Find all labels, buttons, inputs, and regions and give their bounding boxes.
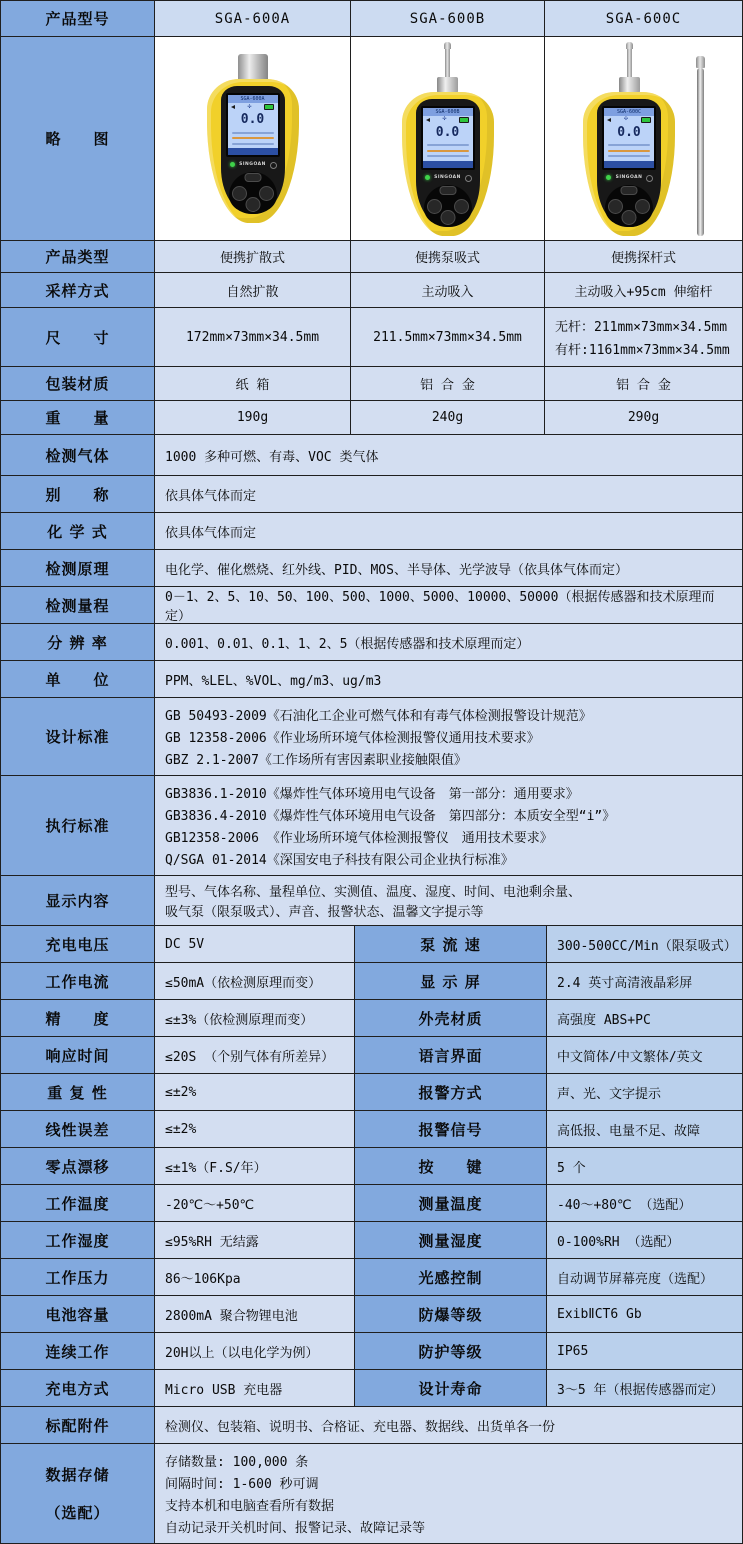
row-label: 检测气体 (1, 435, 155, 475)
row-value: 依具体气体而定 (155, 513, 742, 549)
row-value: 自然扩散 (155, 273, 351, 307)
button-cluster (605, 185, 653, 227)
row-value: 高低报、电量不足、故障 (547, 1111, 742, 1147)
table-row (1, 1370, 742, 1407)
device-image-b (351, 37, 545, 240)
row-value: 铝 合 金 (545, 367, 742, 400)
row-value: -40～+80℃ （选配） (547, 1185, 742, 1221)
row-label: 外壳材质 (355, 1000, 547, 1036)
probe-tip-icon (444, 42, 451, 49)
model-name-b: SGA-600B (351, 1, 545, 36)
row-value (545, 308, 742, 366)
row-label: 工作电流 (1, 963, 155, 999)
power-icon (646, 175, 653, 182)
right-button-icon (454, 199, 469, 214)
power-icon (465, 175, 472, 182)
row-value: 高强度 ABS+PC (547, 1000, 742, 1036)
table-row (1, 876, 742, 926)
led-indicator (606, 175, 611, 180)
sensor-collar-icon (437, 77, 458, 93)
enter-button-icon (440, 210, 455, 225)
screen-reading: 0.0 (240, 112, 265, 127)
row-value: ≤±2% (155, 1074, 355, 1110)
standard-line: GB3836.4-2010《爆炸性气体环境用电气设备 第四部分：本质安全型“i”》 (165, 809, 616, 824)
device-shell (402, 92, 494, 236)
standard-line: GB 12358-2006《作业场所环境气体检测报警仪通用技术要求》 (165, 731, 540, 746)
row-label: 响应时间 (1, 1037, 155, 1073)
screen-status-icons (423, 116, 473, 124)
screen-date-bar (604, 161, 654, 168)
row-label-line: （选配） (45, 1503, 110, 1522)
row-label: 充电方式 (1, 1370, 155, 1406)
screen-info-lines (228, 128, 278, 148)
row-label: 电池容量 (1, 1296, 155, 1332)
menu-button-icon (439, 186, 456, 195)
sketch-row (1, 37, 742, 241)
table-row (1, 1333, 742, 1370)
row-label: 产品类型 (1, 241, 155, 272)
screen-date-bar (423, 161, 473, 168)
table-row (1, 1148, 742, 1185)
battery-icon (459, 117, 469, 123)
storage-line: 自动记录开关机时间、报警记录、故障记录等 (165, 1521, 426, 1536)
row-value: 0－1、2、5、10、50、100、500、1000、5000、10000、50000（根据传感器和技术原理而定） (155, 587, 742, 623)
row-value: 声、光、文字提示 (547, 1074, 742, 1110)
row-label: 检测原理 (1, 550, 155, 586)
row-value: 190g (155, 401, 351, 434)
row-label: 设计标准 (1, 698, 155, 775)
button-cluster (229, 172, 277, 214)
led-indicator (230, 162, 235, 167)
row-value (155, 698, 742, 775)
device-face (221, 86, 285, 214)
table-row (1, 698, 742, 776)
device-illustration-probe-rod (583, 42, 675, 236)
row-label: 测量温度 (355, 1185, 547, 1221)
row-value: 依具体气体而定 (155, 476, 742, 512)
table-row (1, 367, 742, 401)
standard-line: GB12358-2006 《作业场所环境气体检测报警仪 通用技术要求》 (165, 831, 553, 846)
row-label: 重 复 性 (1, 1074, 155, 1110)
row-label: 执行标准 (1, 776, 155, 875)
row-value (155, 1444, 742, 1543)
display-content-line: 吸气泵（限泵吸式）、声音、报警状态、温馨文字提示等 (165, 905, 484, 920)
enter-button-icon (245, 197, 260, 212)
row-label: 光感控制 (355, 1259, 547, 1295)
storage-line: 支持本机和电脑查看所有数据 (165, 1499, 335, 1514)
row-label: 工作压力 (1, 1259, 155, 1295)
left-button-icon (232, 186, 247, 201)
brand-text: SINGOAN (434, 174, 461, 180)
speaker-icon (607, 118, 611, 122)
row-value: Micro USB 充电器 (155, 1370, 355, 1406)
table-row (1, 273, 742, 308)
model-name-a: SGA-600A (155, 1, 351, 36)
row-value: IP65 (547, 1333, 742, 1369)
row-value: 0-100%RH （选配） (547, 1222, 742, 1258)
table-row (1, 1407, 742, 1444)
row-value: ≤95%RH 无结露 (155, 1222, 355, 1258)
table-row (1, 476, 742, 513)
table-row (1, 308, 742, 367)
speaker-icon (231, 105, 235, 109)
screen-reading: 0.0 (617, 124, 641, 140)
table-row (1, 926, 742, 963)
row-label: 重 量 (1, 401, 155, 434)
row-label: 语言界面 (355, 1037, 547, 1073)
table-row (1, 1296, 742, 1333)
row-value: 便携泵吸式 (351, 241, 545, 272)
table-row (1, 241, 742, 273)
device-image-c (545, 37, 742, 240)
screen-status-icons (604, 116, 654, 124)
brand-text: SINGOAN (239, 162, 266, 167)
row-value: 主动吸入 (351, 273, 545, 307)
row-value: 240g (351, 401, 545, 434)
row-value (155, 876, 742, 925)
row-label: 零点漂移 (1, 1148, 155, 1184)
screen-info-line (608, 150, 650, 152)
row-label-line: 数据存储 (45, 1466, 110, 1485)
row-label: 工作温度 (1, 1185, 155, 1221)
device-mid-strip (416, 172, 480, 184)
row-value: 电化学、催化燃烧、红外线、PID、MOS、半导体、光学波导（依具体气体而定） (155, 550, 742, 586)
table-row (1, 1111, 742, 1148)
table-row (1, 1000, 742, 1037)
row-value: 便携扩散式 (155, 241, 351, 272)
row-label: 防护等级 (355, 1333, 547, 1369)
telescopic-rod-icon (697, 68, 704, 236)
row-label: 检测量程 (1, 587, 155, 623)
device-illustration-diffusion (207, 54, 299, 223)
probe-icon (627, 49, 632, 77)
row-label: 显示内容 (1, 876, 155, 925)
screen-status-icons (228, 103, 278, 111)
row-value: -20℃～+50℃ (155, 1185, 355, 1221)
table-row (1, 1074, 742, 1111)
screen-info-lines (604, 141, 654, 161)
device-screen (602, 106, 656, 170)
storage-line: 存储数量: 100,000 条 (165, 1455, 309, 1470)
row-value: PPM、%LEL、%VOL、mg/m3、ug/m3 (155, 661, 742, 697)
device-shell (207, 79, 299, 223)
row-label: 尺 寸 (1, 308, 155, 366)
left-button-icon (427, 199, 442, 214)
screen-info-line (232, 143, 274, 145)
led-indicator (425, 175, 430, 180)
row-value: ≤±2% (155, 1111, 355, 1147)
row-label: 防爆等级 (355, 1296, 547, 1332)
row-label: 工作湿度 (1, 1222, 155, 1258)
table-row (1, 624, 742, 661)
screen-model-text: SGA-600C (604, 108, 654, 116)
row-value: 290g (545, 401, 742, 434)
right-button-icon (259, 186, 274, 201)
button-cluster (424, 185, 472, 227)
table-row (1, 776, 742, 876)
row-label: 化 学 式 (1, 513, 155, 549)
row-value: DC 5V (155, 926, 355, 962)
screen-model-text: SGA-600A (228, 95, 278, 103)
row-value: 检测仪、包装箱、说明书、合格证、充电器、数据线、出货单各一份 (155, 1407, 742, 1443)
row-value: 300-500CC/Min（限泵吸式） (547, 926, 742, 962)
device-mid-strip (221, 159, 285, 171)
row-label: 标配附件 (1, 1407, 155, 1443)
row-value: 172mm×73mm×34.5mm (155, 308, 351, 366)
row-value: ≤20S （个别气体有所差异） (155, 1037, 355, 1073)
screen-info-line (232, 137, 274, 139)
row-value: ExibⅡCT6 Gb (547, 1296, 742, 1332)
model-name-c: SGA-600C (545, 1, 742, 36)
table-row (1, 963, 742, 1000)
right-button-icon (635, 199, 650, 214)
display-content-line: 型号、气体名称、量程单位、实测值、温度、湿度、时间、电池剩余量、 (165, 885, 582, 900)
row-value: 铝 合 金 (351, 367, 545, 400)
table-row (1, 1259, 742, 1296)
row-value: 主动吸入+95cm 伸缩杆 (545, 273, 742, 307)
menu-button-icon (621, 186, 638, 195)
fan-icon: ✣ (442, 116, 447, 122)
row-label: 测量湿度 (355, 1222, 547, 1258)
storage-line: 间隔时间: 1-600 秒可调 (165, 1477, 319, 1492)
row-label: 分 辨 率 (1, 624, 155, 660)
device-shell (583, 92, 675, 236)
row-label: 设计寿命 (355, 1370, 547, 1406)
row-value: 211.5mm×73mm×34.5mm (351, 308, 545, 366)
dimension-line: 有杆:1161mm×73mm×34.5mm (555, 343, 730, 358)
row-label: 按 键 (355, 1148, 547, 1184)
brand-text: SINGOAN (615, 174, 643, 180)
row-value: 中文简体/中文繁体/英文 (547, 1037, 742, 1073)
battery-icon (264, 104, 274, 110)
screen-info-lines (423, 141, 473, 161)
device-illustration-pump (402, 42, 494, 236)
battery-icon (641, 117, 651, 123)
menu-button-icon (244, 173, 261, 182)
table-row (1, 401, 742, 435)
row-label: 充电电压 (1, 926, 155, 962)
row-label: 报警信号 (355, 1111, 547, 1147)
sensor-cap-icon (238, 54, 268, 80)
device-screen (226, 93, 280, 157)
device-face (416, 99, 480, 227)
row-value: 5 个 (547, 1148, 742, 1184)
row-value (155, 776, 742, 875)
row-label: 报警方式 (355, 1074, 547, 1110)
device-screen (421, 106, 475, 170)
table-row (1, 1222, 742, 1259)
table-row (1, 1037, 742, 1074)
probe-icon (445, 49, 450, 77)
header-row (1, 1, 742, 37)
dimension-line: 无杆：211mm×73mm×34.5mm (555, 320, 728, 335)
standard-line: GB3836.1-2010《爆炸性气体环境用电气设备 第一部分：通用要求》 (165, 787, 579, 802)
screen-info-line (427, 155, 469, 157)
header-label: 产品型号 (1, 1, 155, 36)
row-label: 包装材质 (1, 367, 155, 400)
left-button-icon (608, 199, 623, 214)
sensor-collar-icon (619, 77, 640, 93)
device-mid-strip (597, 172, 661, 184)
row-value: 自动调节屏幕亮度（选配） (547, 1259, 742, 1295)
power-icon (270, 162, 277, 169)
enter-button-icon (622, 210, 637, 225)
screen-model-text: SGA-600B (423, 108, 473, 116)
row-label: 精 度 (1, 1000, 155, 1036)
standard-line: GB 50493-2009《石油化工企业可燃气体和有毒气体检测报警设计规范》 (165, 709, 592, 724)
row-value: 2800mA 聚合物锂电池 (155, 1296, 355, 1332)
row-label: 显 示 屏 (355, 963, 547, 999)
speaker-icon (426, 118, 430, 122)
row-value: ≤±1%（F.S/年） (155, 1148, 355, 1184)
table-row (1, 1185, 742, 1222)
fan-icon: ✣ (623, 116, 629, 122)
table-row (1, 661, 742, 698)
row-label: 别 称 (1, 476, 155, 512)
screen-info-line (232, 132, 274, 134)
row-value: ≤50mA（依检测原理而变） (155, 963, 355, 999)
row-label: 连续工作 (1, 1333, 155, 1369)
row-label (1, 1444, 155, 1543)
row-value: 1000 多种可燃、有毒、VOC 类气体 (155, 435, 742, 475)
row-label: 泵 流 速 (355, 926, 547, 962)
row-value: 86～106Kpa (155, 1259, 355, 1295)
screen-info-line (427, 150, 469, 152)
row-value: 20H以上（以电化学为例） (155, 1333, 355, 1369)
telescopic-rod-tip-icon (696, 56, 705, 68)
row-value: 便携探杆式 (545, 241, 742, 272)
screen-date-bar (228, 148, 278, 155)
row-value: 纸 箱 (155, 367, 351, 400)
screen-reading: 0.0 (435, 124, 460, 140)
device-face (597, 99, 661, 227)
row-value: 2.4 英寸高清液晶彩屏 (547, 963, 742, 999)
standard-line: GBZ 2.1-2007《工作场所有害因素职业接触限值》 (165, 753, 467, 768)
screen-info-line (608, 155, 650, 157)
probe-tip-icon (626, 42, 633, 49)
row-value: 0.001、0.01、0.1、1、2、5（根据传感器和技术原理而定） (155, 624, 742, 660)
fan-icon: ✣ (247, 103, 252, 110)
table-row (1, 587, 742, 624)
standard-line: Q/SGA 01-2014《深国安电子科技有限公司企业执行标准》 (165, 853, 514, 868)
row-value: 3～5 年（根据传感器而定） (547, 1370, 742, 1406)
sketch-label: 略 图 (1, 37, 155, 240)
table-row (1, 435, 742, 476)
device-image-a (155, 37, 351, 240)
row-value: ≤±3%（依检测原理而变） (155, 1000, 355, 1036)
row-label: 单 位 (1, 661, 155, 697)
screen-info-line (427, 144, 469, 146)
row-label: 采样方式 (1, 273, 155, 307)
table-row (1, 513, 742, 550)
screen-info-line (608, 144, 650, 146)
row-label: 线性误差 (1, 1111, 155, 1147)
table-row (1, 550, 742, 587)
table-row (1, 1444, 742, 1543)
